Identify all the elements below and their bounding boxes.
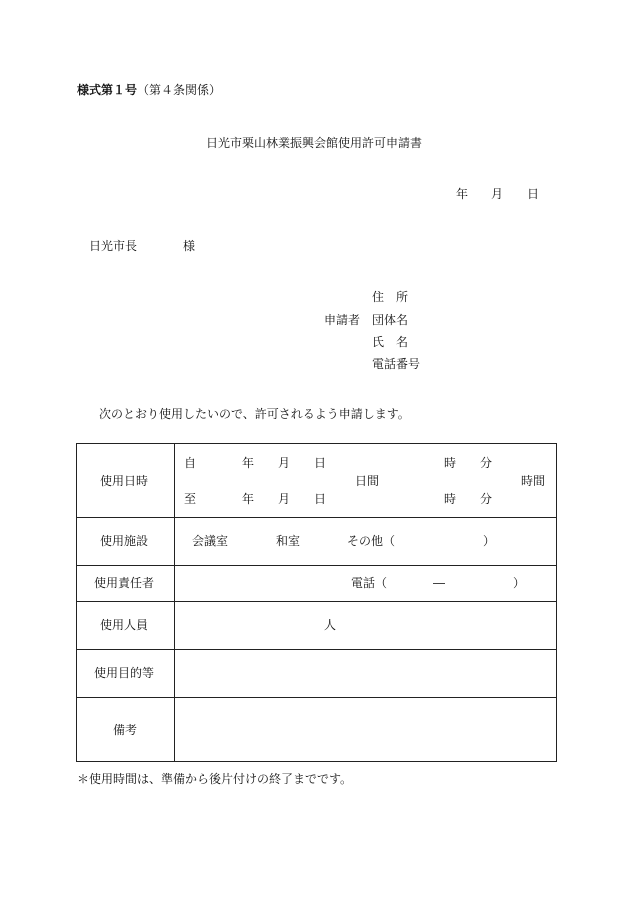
responsible-phone-dash: ― <box>433 576 445 590</box>
date-day-label: 日 <box>527 187 540 201</box>
datetime-from-year: 年 <box>242 456 255 470</box>
row-label-facility: 使用施設 <box>100 534 149 548</box>
row-divider <box>77 697 556 698</box>
datetime-to-year: 年 <box>242 492 255 506</box>
request-sentence: 次のとおり使用したいので、許可されるよう申請します。 <box>99 407 410 421</box>
datetime-from-hour: 時 <box>444 456 457 470</box>
responsible-phone-close: ） <box>513 576 526 590</box>
row-label-usage-datetime: 使用日時 <box>100 474 149 488</box>
facility-option-japanese-room: 和室 <box>276 534 301 548</box>
responsible-phone-label: 電話（ <box>351 576 388 590</box>
honorific: 様 <box>183 239 196 253</box>
table-column-divider <box>174 444 175 761</box>
datetime-to-month: 月 <box>278 492 291 506</box>
datetime-to-day: 日 <box>314 492 327 506</box>
applicant-name-label: 氏 名 <box>372 335 409 349</box>
row-label-responsible: 使用責任者 <box>94 576 155 590</box>
row-label-attendees: 使用人員 <box>100 618 149 632</box>
datetime-days-total: 日間 <box>355 474 380 488</box>
datetime-from-minute: 分 <box>480 456 493 470</box>
row-divider <box>77 565 556 566</box>
date-year-label: 年 <box>456 187 469 201</box>
footnote: ＊使用時間は、準備から後片付けの終了までです。 <box>77 772 353 786</box>
form-number-reference: （第４条関係） <box>137 83 222 97</box>
row-divider <box>77 649 556 650</box>
applicant-group-name-label: 団体名 <box>372 313 409 327</box>
row-divider <box>77 601 556 602</box>
facility-option-meeting-room: 会議室 <box>192 534 229 548</box>
form-number-bold: 様式第１号 <box>77 83 138 97</box>
facility-option-other-close: ） <box>483 534 496 548</box>
row-label-remarks: 備考 <box>113 723 138 737</box>
datetime-from-day: 日 <box>314 456 327 470</box>
applicant-phone-label: 電話番号 <box>372 357 421 371</box>
applicant-label: 申請者 <box>324 313 361 327</box>
row-label-purpose: 使用目的等 <box>94 666 155 680</box>
row-divider <box>77 517 556 518</box>
addressee: 日光市長 <box>89 239 138 253</box>
datetime-hours-total: 時間 <box>521 474 546 488</box>
usage-details-table <box>76 443 557 762</box>
datetime-to-minute: 分 <box>480 492 493 506</box>
datetime-from-label: 自 <box>184 456 197 470</box>
datetime-from-month: 月 <box>278 456 291 470</box>
attendees-unit: 人 <box>324 618 337 632</box>
form-title: 日光市栗山林業振興会館使用許可申請書 <box>206 136 423 150</box>
date-month-label: 月 <box>491 187 504 201</box>
facility-option-other: その他（ <box>347 534 396 548</box>
applicant-address-label: 住 所 <box>372 290 409 304</box>
form-number <box>77 84 221 96</box>
datetime-to-label: 至 <box>184 492 197 506</box>
datetime-to-hour: 時 <box>444 492 457 506</box>
